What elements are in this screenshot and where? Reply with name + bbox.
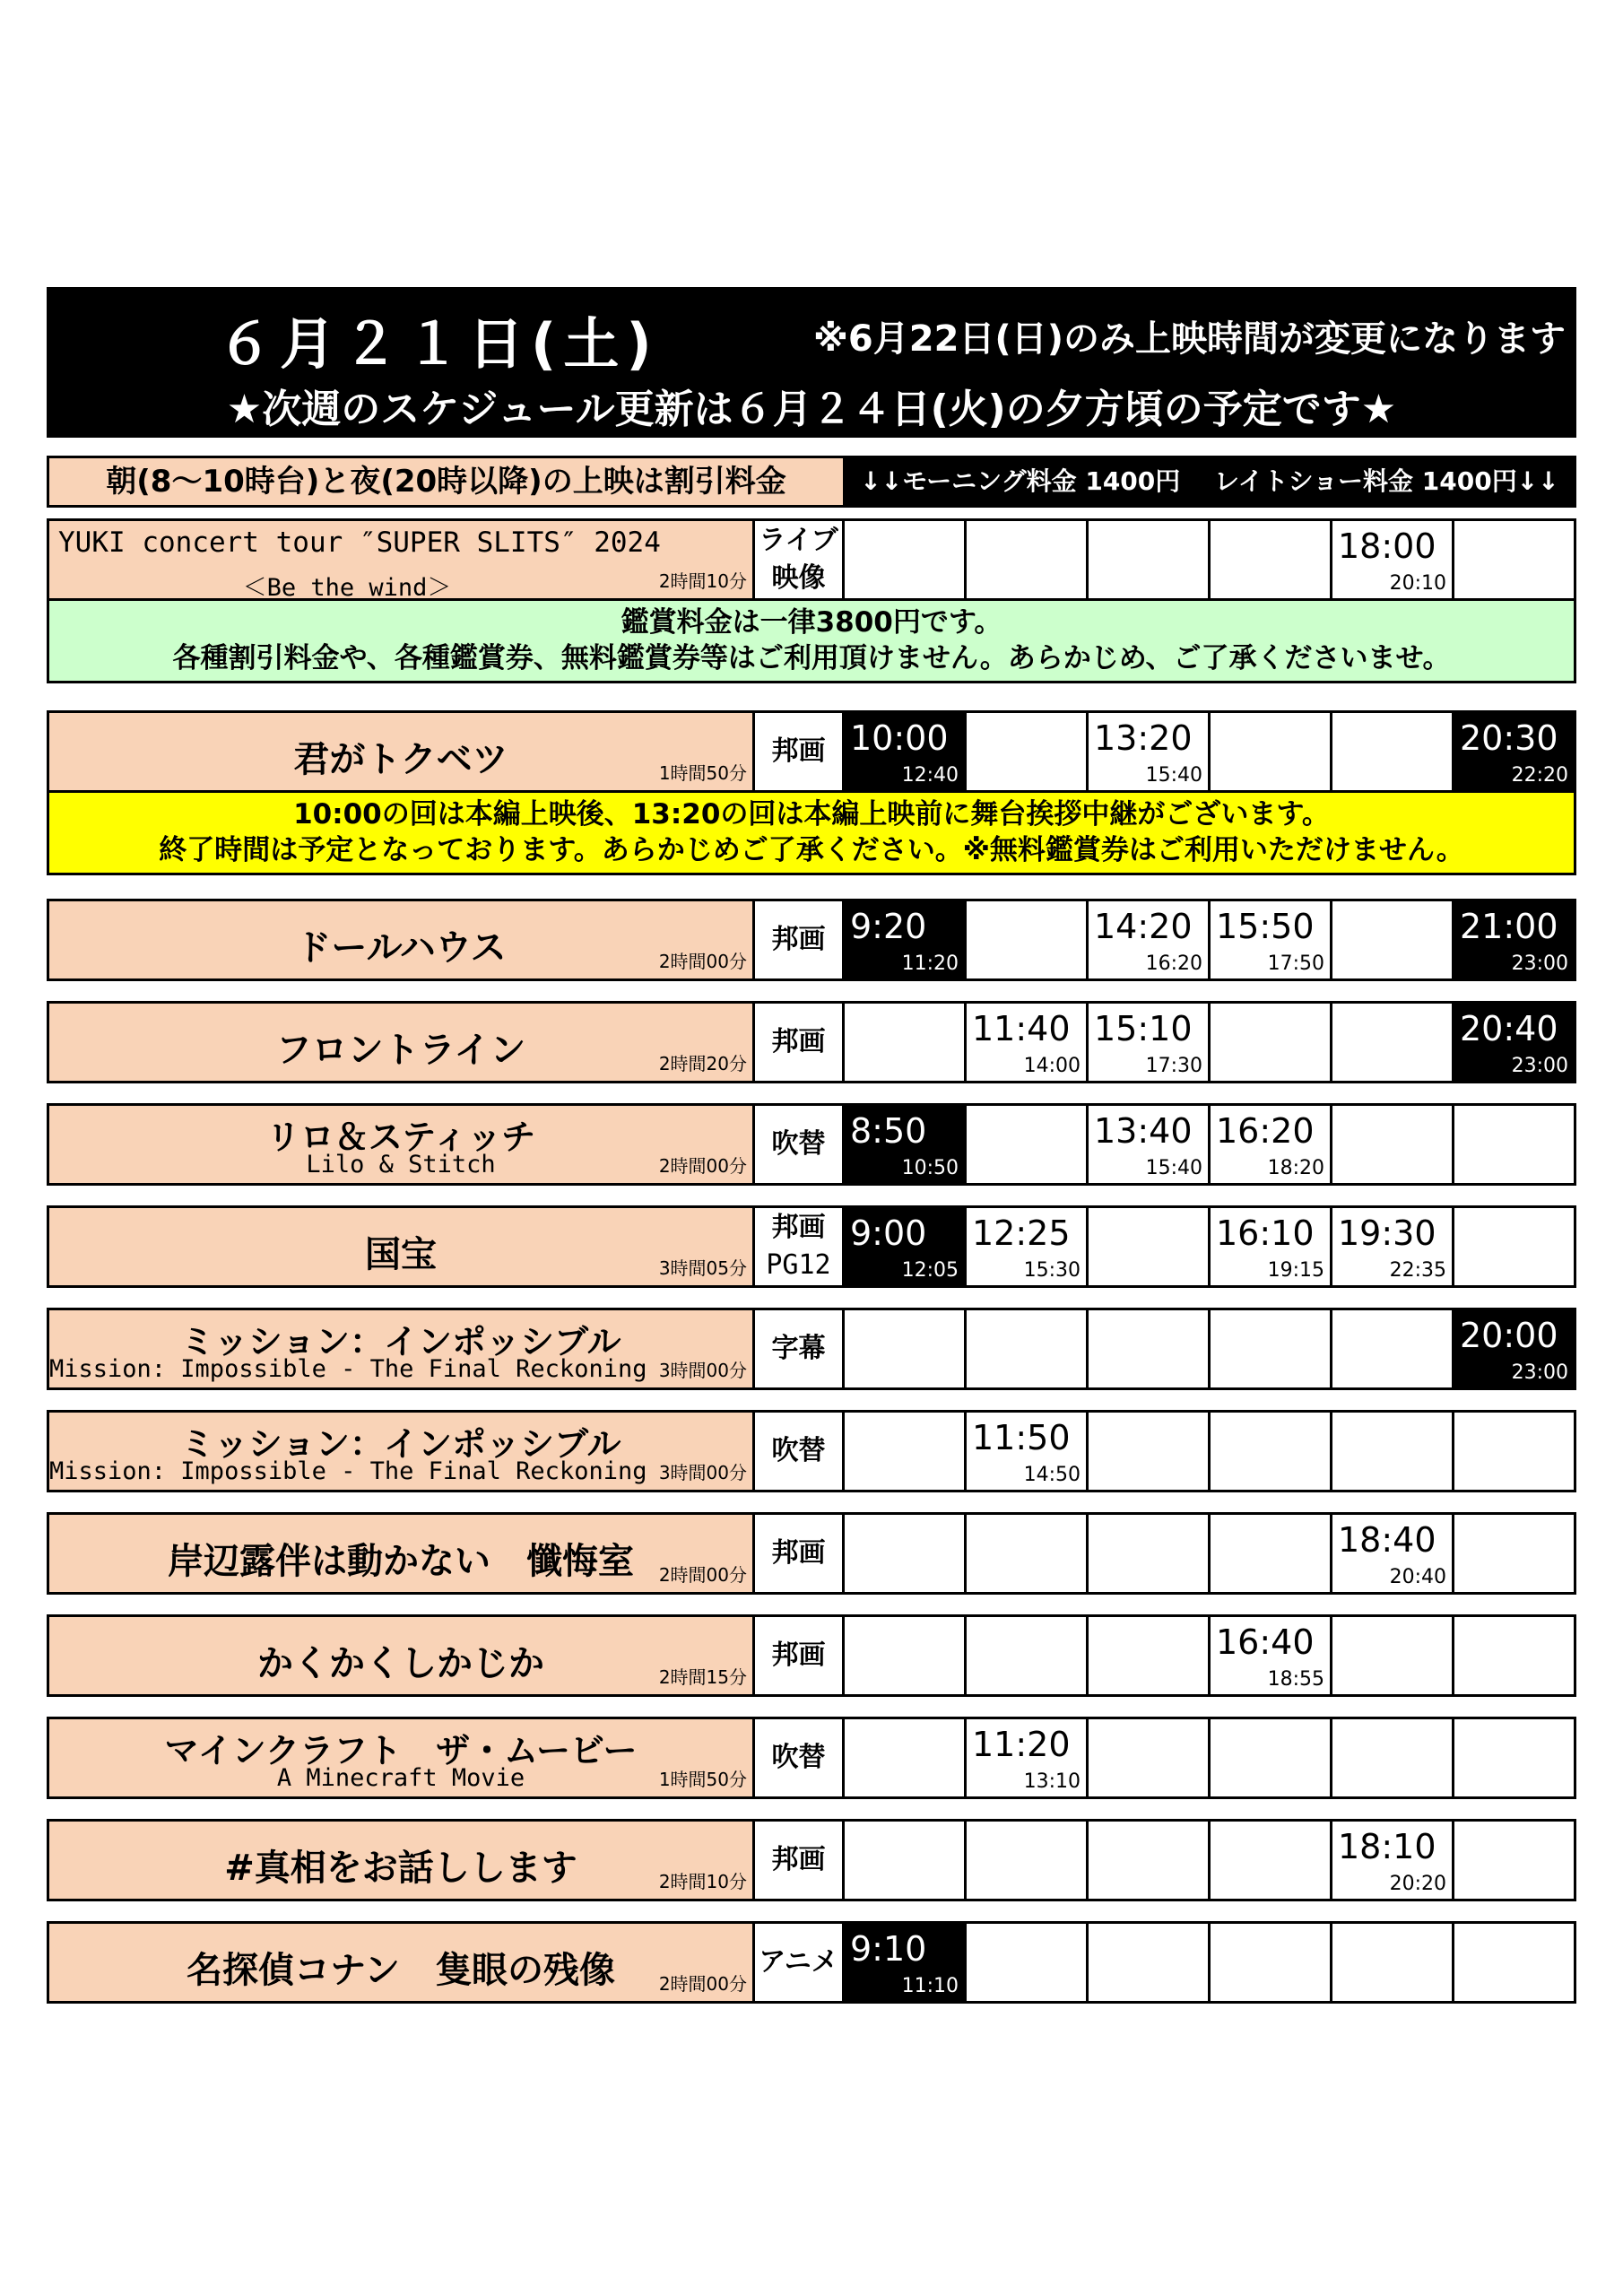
showtime-slot [1332,1310,1454,1387]
showtime-slot [1089,1719,1211,1796]
showtime-slot [1089,1515,1211,1592]
showtime-slot [1089,1106,1211,1183]
showtime-end: 15:30 [1023,1259,1081,1282]
showtime-slot [967,1719,1089,1796]
showtime-slot [1332,1822,1454,1899]
showtime-slots [845,1924,1574,2001]
showtime-slot [1089,1413,1211,1490]
movie-type-label: ライブ [759,525,838,556]
movie-title-cell [49,1617,755,1694]
note-line-1: 鑑賞料金は一律3800円です。 [621,606,1002,639]
movie-duration: 2時間00分 [658,1564,747,1586]
showtime-start: 12:25 [972,1213,1071,1253]
showtime-end: 22:20 [1511,764,1568,787]
showtime-slot [1454,1719,1574,1796]
note-line-1: 10:00の回は本編上映後、13:20の回は本編上映前に舞台挨拶中継がございます。 [293,798,1330,831]
showtime-start: 15:50 [1216,907,1315,946]
showtime-slot [845,1515,967,1592]
showtime-slot [845,1924,967,2001]
showtime-slot [1211,1515,1332,1592]
showtime-slot [1089,713,1211,790]
movie-title-cell [49,1822,755,1899]
showtime-start: 10:00 [850,718,949,758]
movie-type-label: 邦画 [771,1212,826,1243]
showtime-end: 14:00 [1023,1055,1081,1077]
showtime-start: 20:40 [1460,1009,1558,1048]
showtime-end: 17:30 [1145,1055,1202,1077]
movie-duration: 3時間00分 [658,1462,747,1483]
showtime-end: 17:50 [1267,952,1324,975]
showtime-slot [1211,1924,1332,2001]
showtime-slot [1454,901,1574,978]
movie-type-label: 邦画 [771,735,826,767]
showtime-end: 19:15 [1267,1259,1324,1282]
showtime-slot [1454,1515,1574,1592]
movie-title: かくかくしかじか [257,1643,544,1684]
movie-title: YUKI concert tour ″SUPER SLITS″ 2024 [58,526,661,559]
movie-title-cell [49,1310,755,1387]
showtime-slot [967,1106,1089,1183]
showtime-slot [845,1617,967,1694]
note-kimiga-tokubetsu [47,793,1576,875]
showtime-end: 12:40 [901,764,959,787]
movie-duration: 2時間00分 [658,951,747,972]
showtime-slots [845,1208,1574,1285]
showtime-start: 18:00 [1338,526,1436,566]
discount-banner [47,456,1576,508]
showtime-start: 13:20 [1094,718,1193,758]
showtime-slot [1089,1924,1211,2001]
discount-hours-text: 朝(8～10時台)と夜(20時以降)の上映は割引料金 [49,458,846,505]
showtime-slot [845,1208,967,1285]
showtime-slot [1211,1106,1332,1183]
movie-row-dollhouse [47,899,1576,981]
showtime-slot [1454,1106,1574,1183]
showtime-end: 22:35 [1389,1259,1446,1282]
movie-row-kimiga-tokubetsu [47,710,1576,793]
showtime-slot [967,1413,1089,1490]
movie-rating: PG12 [766,1249,831,1281]
movie-type-label: アニメ [759,1946,838,1978]
movie-duration: 1時間50分 [658,762,747,784]
movie-type [755,1617,845,1694]
showtime-end: 14:50 [1023,1464,1081,1486]
showtime-slot [1454,521,1574,598]
showtime-end: 23:00 [1511,1361,1568,1384]
showtime-slot [1332,713,1454,790]
showtime-end: 13:10 [1023,1770,1081,1793]
showtime-slots [845,901,1574,978]
showtime-slot [845,1413,967,1490]
showtime-slot [845,1004,967,1081]
showtime-slot [967,1208,1089,1285]
movie-row-mission-impossible-sub [47,1308,1576,1390]
showtime-start: 18:10 [1338,1827,1436,1866]
movie-type-label: 吹替 [771,1435,826,1466]
showtime-slot [1211,1617,1332,1694]
movie-title-cell [49,1004,755,1081]
movie-duration: 2時間10分 [658,1871,747,1892]
movie-subtitle: Mission: Impossible - The Final Reckoning [49,1355,647,1383]
showtime-slot [1089,521,1211,598]
movie-title: マインクラフト ザ・ムービー [164,1731,638,1770]
showtime-slot [1454,1208,1574,1285]
movie-type [755,1004,845,1081]
movie-row-kishibe-rohan [47,1512,1576,1595]
movie-row-shinso [47,1819,1576,1901]
movie-type [755,1106,845,1183]
next-update-notice: ★次週のスケジュール更新は６月２４日(火)の夕方頃の予定です★ [226,387,1397,432]
showtime-end: 10:50 [901,1157,959,1179]
showtime-slot [1089,1310,1211,1387]
showtime-slot [1211,1413,1332,1490]
showtime-slot [1454,713,1574,790]
showtime-end: 15:40 [1145,764,1202,787]
showtime-slot [1332,1515,1454,1592]
showtime-start: 18:40 [1338,1520,1436,1560]
movie-duration: 3時間00分 [658,1360,747,1381]
movie-type [755,1310,845,1387]
movie-type-label-2: 映像 [771,562,826,594]
showtime-end: 16:20 [1145,952,1202,975]
movie-type-label: 吹替 [771,1742,826,1773]
showtime-slot [967,1617,1089,1694]
movie-row-kakukaku-shikajika [47,1614,1576,1697]
showtime-slots [845,1617,1574,1694]
showtime-slot [845,713,967,790]
showtime-slot [1332,1719,1454,1796]
movie-title: 国宝 [365,1234,437,1275]
showtime-slot [967,713,1089,790]
movie-duration: 2時間10分 [658,570,747,592]
showtime-slot [1454,1924,1574,2001]
showtime-slot [1454,1617,1574,1694]
movie-type-label: 邦画 [771,1639,826,1671]
movie-type-label: 邦画 [771,1537,826,1569]
movie-subtitle: Mission: Impossible - The Final Reckoning [49,1457,647,1485]
movie-title-cell [49,1106,755,1183]
showtime-slot [1332,1106,1454,1183]
movie-duration: 2時間15分 [658,1666,747,1688]
movie-title: ミッション：インポッシブル [180,1424,621,1464]
showtime-slot [1211,521,1332,598]
movie-row-detective-conan [47,1921,1576,2004]
note-line-2: 各種割引料金や、各種鑑賞券、無料鑑賞券等はご利用頂けません。あらかじめ、ご了承くださいませ。 [172,642,1451,674]
movie-duration: 2時間00分 [658,1155,747,1177]
showtime-slot [967,521,1089,598]
movie-title-cell [49,1413,755,1490]
movie-row-lilo-stitch [47,1103,1576,1186]
showtime-slot [1332,1617,1454,1694]
schedule-change-notice: ※6月22日(日)のみ上映時間が変更になります [813,318,1566,360]
showtime-start: 16:10 [1216,1213,1315,1253]
movie-duration: 2時間00分 [658,1973,747,1995]
movie-type-label: 邦画 [771,1844,826,1875]
movie-type-label: 邦画 [771,924,826,955]
showtime-start: 9:00 [850,1213,927,1253]
showtime-slot [1454,1413,1574,1490]
showtime-start: 8:50 [850,1111,927,1151]
movie-duration: 1時間50分 [658,1769,747,1790]
movie-type [755,1208,845,1285]
showtime-slot [967,1004,1089,1081]
showtime-slot [845,521,967,598]
movie-type [755,713,845,790]
showtime-slot [1089,1617,1211,1694]
showtime-start: 9:20 [850,907,927,946]
movie-row-minecraft [47,1717,1576,1799]
showtime-end: 20:10 [1389,572,1446,595]
movie-subtitle: Lilo & Stitch [306,1151,496,1178]
movie-title-cell [49,1719,755,1796]
movie-title-cell [49,1515,755,1592]
showtime-end: 11:20 [901,952,959,975]
movie-title: 君がトクベツ [293,739,508,780]
showtime-slot [1332,1004,1454,1081]
showtime-slots [845,1310,1574,1387]
note-line-2: 終了時間は予定となっております。あらかじめご了承ください。※無料鑑賞券はご利用いただけません。 [159,834,1464,866]
showtime-slot [967,1822,1089,1899]
showtime-end: 20:20 [1389,1873,1446,1895]
movie-title-cell [49,901,755,978]
showtime-slot [845,1719,967,1796]
movie-title: ミッション：インポッシブル [180,1322,621,1361]
showtime-slot [845,1822,967,1899]
discount-price-text: ↓↓モーニング料金 1400円 レイトショー料金 1400円↓↓ [846,458,1574,505]
movie-subtitle: ＜Be the wind＞ [242,574,452,598]
movie-type [755,1515,845,1592]
showtime-slot [1089,1822,1211,1899]
movie-title: 名探偵コナン 隻眼の残像 [187,1950,615,1991]
showtime-slot [1332,1208,1454,1285]
movie-type-label: 邦画 [771,1026,826,1057]
showtime-start: 20:30 [1460,718,1558,758]
showtime-end: 15:40 [1145,1157,1202,1179]
showtime-slot [1211,1208,1332,1285]
showtime-start: 9:10 [850,1929,927,1969]
movie-type-label: 吹替 [771,1128,826,1160]
showtime-start: 15:10 [1094,1009,1193,1048]
showtime-slots [845,713,1574,790]
showtime-slot [845,901,967,978]
schedule-date: ６月２１日(土) [217,311,659,377]
movie-duration: 2時間20分 [658,1053,747,1074]
showtime-slot [1332,901,1454,978]
showtime-start: 11:40 [972,1009,1071,1048]
showtime-slots [845,1822,1574,1899]
movie-title: ドールハウス [295,927,507,969]
showtime-slot [1089,901,1211,978]
showtime-slot [1332,521,1454,598]
movie-type [755,1924,845,2001]
movie-title: 岸辺露伴は動かない 懺悔室 [168,1541,634,1582]
showtime-slots [845,1004,1574,1081]
showtime-slots [845,1106,1574,1183]
movie-type [755,1719,845,1796]
showtime-slots [845,1719,1574,1796]
showtime-slot [845,1310,967,1387]
showtime-slot [1089,1208,1211,1285]
movie-row-yuki [47,518,1576,601]
movie-type [755,1822,845,1899]
movie-title-cell [49,1924,755,2001]
movie-type [755,901,845,978]
movie-title: #真相をお話しします [224,1848,577,1889]
showtime-end: 12:05 [901,1259,959,1282]
movie-row-frontline [47,1001,1576,1083]
showtime-slot [1211,713,1332,790]
movie-title-cell [49,713,755,790]
showtime-slots [845,1413,1574,1490]
showtime-start: 16:40 [1216,1622,1315,1662]
showtime-start: 16:20 [1216,1111,1315,1151]
showtime-slot [1332,1413,1454,1490]
showtime-start: 19:30 [1338,1213,1436,1253]
movie-row-mission-impossible-dub [47,1410,1576,1492]
showtime-slot [1211,901,1332,978]
movie-type [755,521,845,598]
showtime-start: 11:20 [972,1725,1071,1764]
showtime-slot [1454,1004,1574,1081]
showtime-end: 18:55 [1267,1668,1324,1691]
showtime-slot [1089,1004,1211,1081]
showtime-end: 20:40 [1389,1566,1446,1588]
showtime-slot [967,901,1089,978]
movie-type [755,1413,845,1490]
movie-title: フロントライン [275,1030,526,1071]
showtime-slot [1454,1310,1574,1387]
showtime-start: 21:00 [1460,907,1558,946]
showtime-slot [1211,1822,1332,1899]
showtime-start: 13:40 [1094,1111,1193,1151]
schedule-header [47,287,1576,438]
showtime-start: 20:00 [1460,1316,1558,1355]
showtime-slot [845,1106,967,1183]
showtime-slot [967,1515,1089,1592]
movie-title-cell [49,521,755,598]
movie-subtitle: A Minecraft Movie [276,1764,525,1792]
showtime-slot [1332,1924,1454,2001]
showtime-slot [1454,1822,1574,1899]
movie-title: リロ＆スティッチ [265,1118,536,1157]
showtime-slots [845,521,1574,598]
note-yuki [47,601,1576,683]
showtime-end: 18:20 [1267,1157,1324,1179]
showtime-slot [967,1310,1089,1387]
showtime-slot [1211,1004,1332,1081]
showtime-slot [967,1924,1089,2001]
showtime-start: 14:20 [1094,907,1193,946]
showtime-slot [1211,1719,1332,1796]
movie-title-cell [49,1208,755,1285]
showtime-end: 23:00 [1511,952,1568,975]
showtime-end: 11:10 [901,1975,959,1997]
movie-row-kokuho [47,1205,1576,1288]
movie-type-label: 字幕 [771,1333,826,1364]
showtime-start: 11:50 [972,1418,1071,1457]
showtime-slot [1211,1310,1332,1387]
movie-duration: 3時間05分 [658,1257,747,1279]
showtime-end: 23:00 [1511,1055,1568,1077]
showtime-slots [845,1515,1574,1592]
